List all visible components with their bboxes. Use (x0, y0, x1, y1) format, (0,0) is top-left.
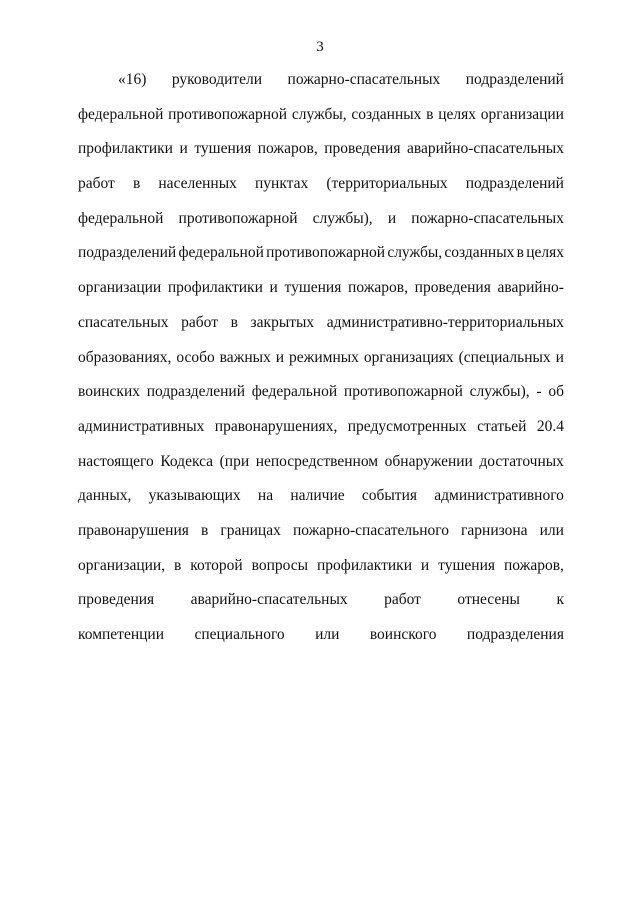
word: противопожарной (168, 105, 288, 123)
text-line (78, 557, 564, 592)
word: и (555, 348, 564, 366)
word: целях (438, 105, 477, 123)
word: противопожарной (266, 244, 386, 262)
word: указывающих (148, 487, 241, 505)
word: режимных (289, 348, 359, 366)
page-number: 3 (316, 39, 324, 55)
word: и (420, 556, 430, 574)
word: проведения (78, 591, 155, 609)
word: подразделений (78, 244, 177, 262)
word: - (536, 383, 542, 401)
text-line (78, 314, 564, 349)
word: которой (190, 556, 243, 574)
word: об (548, 383, 564, 401)
text-line (78, 244, 564, 279)
text-line (78, 453, 564, 488)
word: образованиях, (78, 348, 172, 366)
word: службы, (291, 105, 347, 123)
word: в (230, 313, 238, 331)
word: на (257, 487, 274, 505)
word: подразделений (146, 383, 245, 401)
word: правонарушения (78, 521, 189, 539)
word: созданных (351, 105, 422, 123)
word: организации, (78, 556, 166, 574)
word: специального (194, 626, 285, 643)
word: службы), (469, 383, 530, 401)
word: административного (434, 487, 564, 505)
word: особо (176, 348, 215, 366)
word: населенных (158, 175, 237, 193)
word: аварийно-спасательных (190, 591, 348, 609)
word: гарнизона (461, 521, 528, 539)
word: службы), (312, 209, 373, 227)
word: к (556, 591, 564, 609)
word: подразделений (465, 71, 564, 88)
word: наличие (290, 487, 345, 505)
word: в (516, 244, 524, 262)
word: в (200, 521, 209, 539)
word: федеральной (251, 383, 338, 401)
text-line (78, 626, 564, 661)
word: подразделения (466, 626, 564, 643)
text-line (78, 210, 564, 245)
word: организации (480, 105, 564, 123)
word: «16) (118, 71, 147, 88)
word: или (539, 521, 564, 539)
word: правонарушениях, (214, 417, 338, 435)
word: проведения (324, 140, 401, 158)
word: непосредственном (255, 452, 379, 470)
text-line (78, 383, 564, 418)
word: подразделений (465, 175, 564, 193)
word: вопросы (251, 556, 309, 574)
word: пожарно-спасательных (411, 209, 564, 227)
word: и (269, 279, 278, 297)
word: пожарно-спасательных (287, 71, 441, 88)
word: важных (219, 348, 271, 366)
word: созданных (444, 244, 515, 262)
word: в (426, 105, 434, 123)
word: работ (181, 313, 218, 331)
text-line (78, 591, 564, 626)
word: федеральной (78, 105, 164, 123)
word: службы, (387, 244, 443, 262)
text-line (78, 175, 564, 210)
word: и (275, 348, 285, 366)
word: (территориальных (326, 175, 448, 193)
word: работ (78, 175, 115, 193)
word: в (174, 556, 182, 574)
word: профилактики (78, 140, 173, 158)
word: 20.4 (536, 417, 564, 435)
text-line (78, 487, 564, 522)
word: или (315, 626, 340, 643)
word: пожаров, (348, 279, 408, 297)
body-text (78, 71, 564, 661)
text-line (78, 140, 564, 175)
word: и (387, 209, 397, 227)
word: пожарно-спасательного (292, 521, 449, 539)
word: отнесены (457, 591, 520, 609)
text-line (78, 349, 564, 384)
text-line (78, 522, 564, 557)
word: тушения (438, 556, 496, 574)
word: руководители (171, 71, 263, 88)
word: организации (78, 279, 162, 297)
word: и (179, 140, 188, 158)
word: статьей (477, 417, 527, 435)
word: предусмотренных (347, 417, 467, 435)
word: тушения (194, 140, 252, 158)
word: пунктах (255, 175, 309, 193)
word: федеральной (78, 209, 164, 227)
word: (при (219, 452, 250, 470)
word: организациях (363, 348, 454, 366)
word: закрытых (250, 313, 315, 331)
word: целях (526, 244, 564, 262)
word: границах (220, 521, 281, 539)
word: компетенции (78, 626, 165, 643)
word: (специальных (458, 348, 551, 366)
word: федеральной (178, 244, 264, 262)
word: воинских (78, 383, 141, 401)
word: настоящего (78, 452, 154, 470)
word: противопожарной (178, 209, 298, 227)
word: воинского (369, 626, 437, 643)
word: работ (384, 591, 421, 609)
word: административно-территориальных (326, 313, 564, 331)
word: тушения (284, 279, 342, 297)
text-line (78, 279, 564, 314)
word: пожаров, (503, 556, 564, 574)
word: Кодекса (160, 452, 214, 470)
word: пожаров, (257, 140, 318, 158)
word: достаточных (479, 452, 564, 470)
word: профилактики (167, 279, 263, 297)
text-line (78, 71, 564, 106)
word: проведения (414, 279, 491, 297)
text-line (78, 418, 564, 453)
word: обнаружении (384, 452, 473, 470)
text-line (78, 106, 564, 141)
word: аварийно- (497, 279, 564, 297)
word: противопожарной (343, 383, 463, 401)
word: административных (78, 417, 205, 435)
word: данных, (78, 487, 132, 505)
word: аварийно-спасательных (407, 140, 564, 158)
word: в (132, 175, 141, 193)
word: спасательных (78, 313, 169, 331)
word: профилактики (317, 556, 412, 574)
word: события (361, 487, 418, 505)
